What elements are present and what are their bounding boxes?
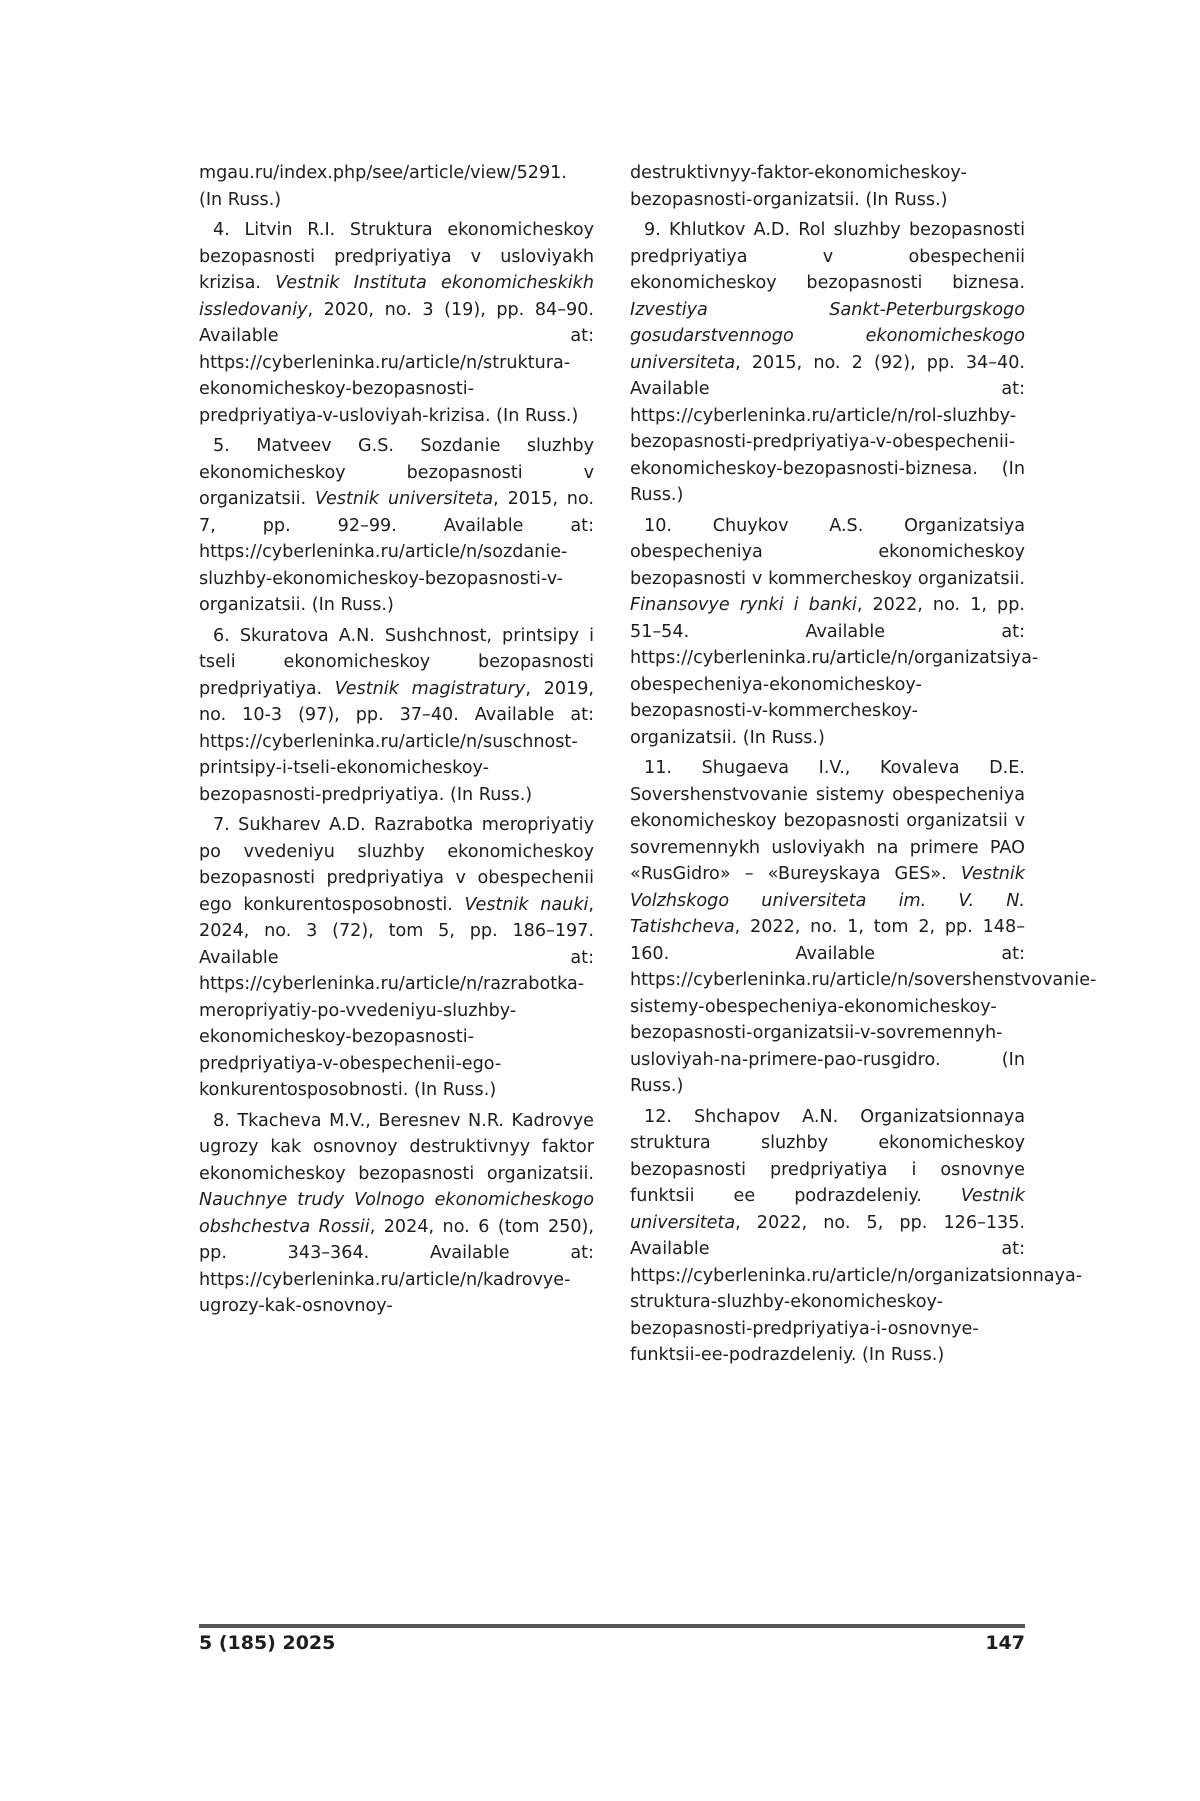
reference-text: 8. Tkacheva M.V., Beresnev N.R. Kadrovye ugrozy kak osnovnoy destruktivnyy faktor ekonomicheskoy bezopasnosti organizatsii. [199,1111,594,1184]
reference-text: 12. Shchapov A.N. Organizatsionnaya struktura sluzhby ekonomicheskoy bezopasnosti predpriyatiya i osnovnye funktsii ee podrazdeleniy. [630,1107,1025,1207]
reference-text: , 2024, no. 6 (tom 250), pp. 343–364. Available at: https://cyberleninka.ru/article/n/kadrovye-ugrozy-kak-osnovnoy- [199,1217,594,1317]
reference-entry [199,160,594,213]
reference-text: 10. Chuykov A.S. Organizatsiya obespecheniya ekonomicheskoy bezopasnosti v kommercheskoy organizatsii. [630,516,1025,589]
reference-text: 7. Sukharev A.D. Razrabotka meropriyatiy po vvedeniyu sluzhby ekonomicheskoy bezopasnosti predpriyatiya v obespechenii ego konkurentosposobnosti. [199,815,594,915]
reference-source-title: Nauchnye trudy Volnogo ekonomicheskogo obshchestva Rossii [199,1190,594,1237]
reference-text: , 2015, no. 2 (92), pp. 34–40. Available at: https://cyberleninka.ru/article/n/rol-sluzhby-bezopasnosti-predpriyatiya-v-obespechenii-ekonomicheskoy-bezopasnosti-biznesa. (In Russ.) [630,353,1025,506]
reference-text: , 2020, no. 3 (19), pp. 84–90. Available at: https://cyberleninka.ru/article/n/struktura-ekonomicheskoy-bezopasnosti-predpriyatiya-v-usloviyah-krizisa. (In Russ.) [199,300,594,426]
reference-entry [199,623,594,809]
reference-entry [199,812,594,1104]
reference-entry [630,1104,1025,1369]
reference-text: 5. Matveev G.S. Sozdanie sluzhby ekonomicheskoy bezopasnosti v organizatsii. [199,436,594,509]
reference-source-title: Izvestiya Sankt-Peterburgskogo gosudarstvennogo ekonomicheskogo universiteta [630,300,1025,373]
reference-text: , 2019, no. 10-3 (97), pp. 37–40. Available at: https://cyberleninka.ru/article/n/suschnost-printsipy-i-tseli-ekonomicheskoy-bezopasnosti-predpriyatiya. (In Russ.) [199,679,594,805]
reference-text: destruktivnyy-faktor-ekonomicheskoy-bezopasnosti-organizatsii. (In Russ.) [630,163,967,210]
reference-text: 9. Khlutkov A.D. Rol sluzhby bezopasnosti predpriyatiya v obespechenii ekonomicheskoy bezopasnosti biznesa. [630,220,1025,293]
reference-source-title: Vestnik nauki [464,895,588,915]
references-right-column [630,160,1025,1373]
reference-text: 6. Skuratova A.N. Sushchnost, printsipy i tseli ekonomicheskoy bezopasnosti predpriyatiya. [199,626,594,699]
reference-source-title: Vestnik Instituta ekonomicheskikh issledovaniy [199,273,594,320]
issue-label: 5 (185) 2025 [199,1632,335,1654]
reference-entry [630,217,1025,509]
reference-text: 11. Shugaeva I.V., Kovaleva D.E. Sovershenstvovanie sistemy obespecheniya ekonomicheskoy bezopasnosti organizatsii v sovremennykh usloviyakh na primere PAO «RusGidro» – «Bureyskaya GES». [630,758,1025,884]
reference-source-title: Vestnik magistratury [335,679,526,699]
reference-text: , 2015, no. 7, pp. 92–99. Available at: https://cyberleninka.ru/article/n/sozdanie-sluzhby-ekonomicheskoy-bezopasnosti-v-organizatsii. (In Russ.) [199,489,594,615]
reference-entry [199,217,594,429]
reference-text: , 2022, no. 5, pp. 126–135. Available at: https://cyberleninka.ru/article/n/organizatsionnaya-struktura-sluzhby-ekonomicheskoy-bezopasnosti-predpriyatiya-i-osnovnye-funktsii-ee-podrazdeleniy. (In Russ.) [630,1213,1082,1366]
reference-source-title: Finansovye rynki i banki [630,595,857,615]
reference-text: , 2022, no. 1, tom 2, pp. 148–160. Available at: https://cyberleninka.ru/article/n/sovershenstvovanie-sistemy-obespecheniya-ekonomicheskoy-bezopasnosti-organizatsii-v-sovremennyh-usloviyah-na-primere-pao-rusgidro. (In Russ.) [630,917,1096,1096]
reference-source-title: Vestnik universiteta [315,489,493,509]
reference-text: , 2022, no. 1, pp. 51–54. Available at: https://cyberleninka.ru/article/n/organizatsiya-obespecheniya-ekonomicheskoy-bezopasnosti-v-kommercheskoy-organizatsii. (In Russ.) [630,595,1038,748]
references-left-column [199,160,594,1324]
reference-entry [630,755,1025,1100]
footer-divider [199,1624,1025,1628]
reference-entry [630,160,1025,213]
reference-text: , 2024, no. 3 (72), tom 5, pp. 186–197. Available at: https://cyberleninka.ru/article/n/razrabotka-meropriyatiy-po-vvedeniyu-sluzhby-ekonomicheskoy-bezopasnosti-predpriyatiya-v-obespechenii-ego-konkurentosposobnosti. (In Russ.) [199,895,594,1101]
page-number: 147 [985,1632,1025,1654]
reference-entry [630,513,1025,752]
reference-entry [199,1108,594,1320]
reference-source-title: Vestnik Volzhskogo universiteta im. V. N. Tatishcheva [630,864,1025,937]
reference-text: mgau.ru/index.php/see/article/view/5291. (In Russ.) [199,163,567,210]
reference-entry [199,433,594,619]
reference-source-title: Vestnik universiteta [630,1186,1025,1233]
reference-text: 4. Litvin R.I. Struktura ekonomicheskoy bezopasnosti predpriyatiya v usloviyakh krizisa. [199,220,594,293]
